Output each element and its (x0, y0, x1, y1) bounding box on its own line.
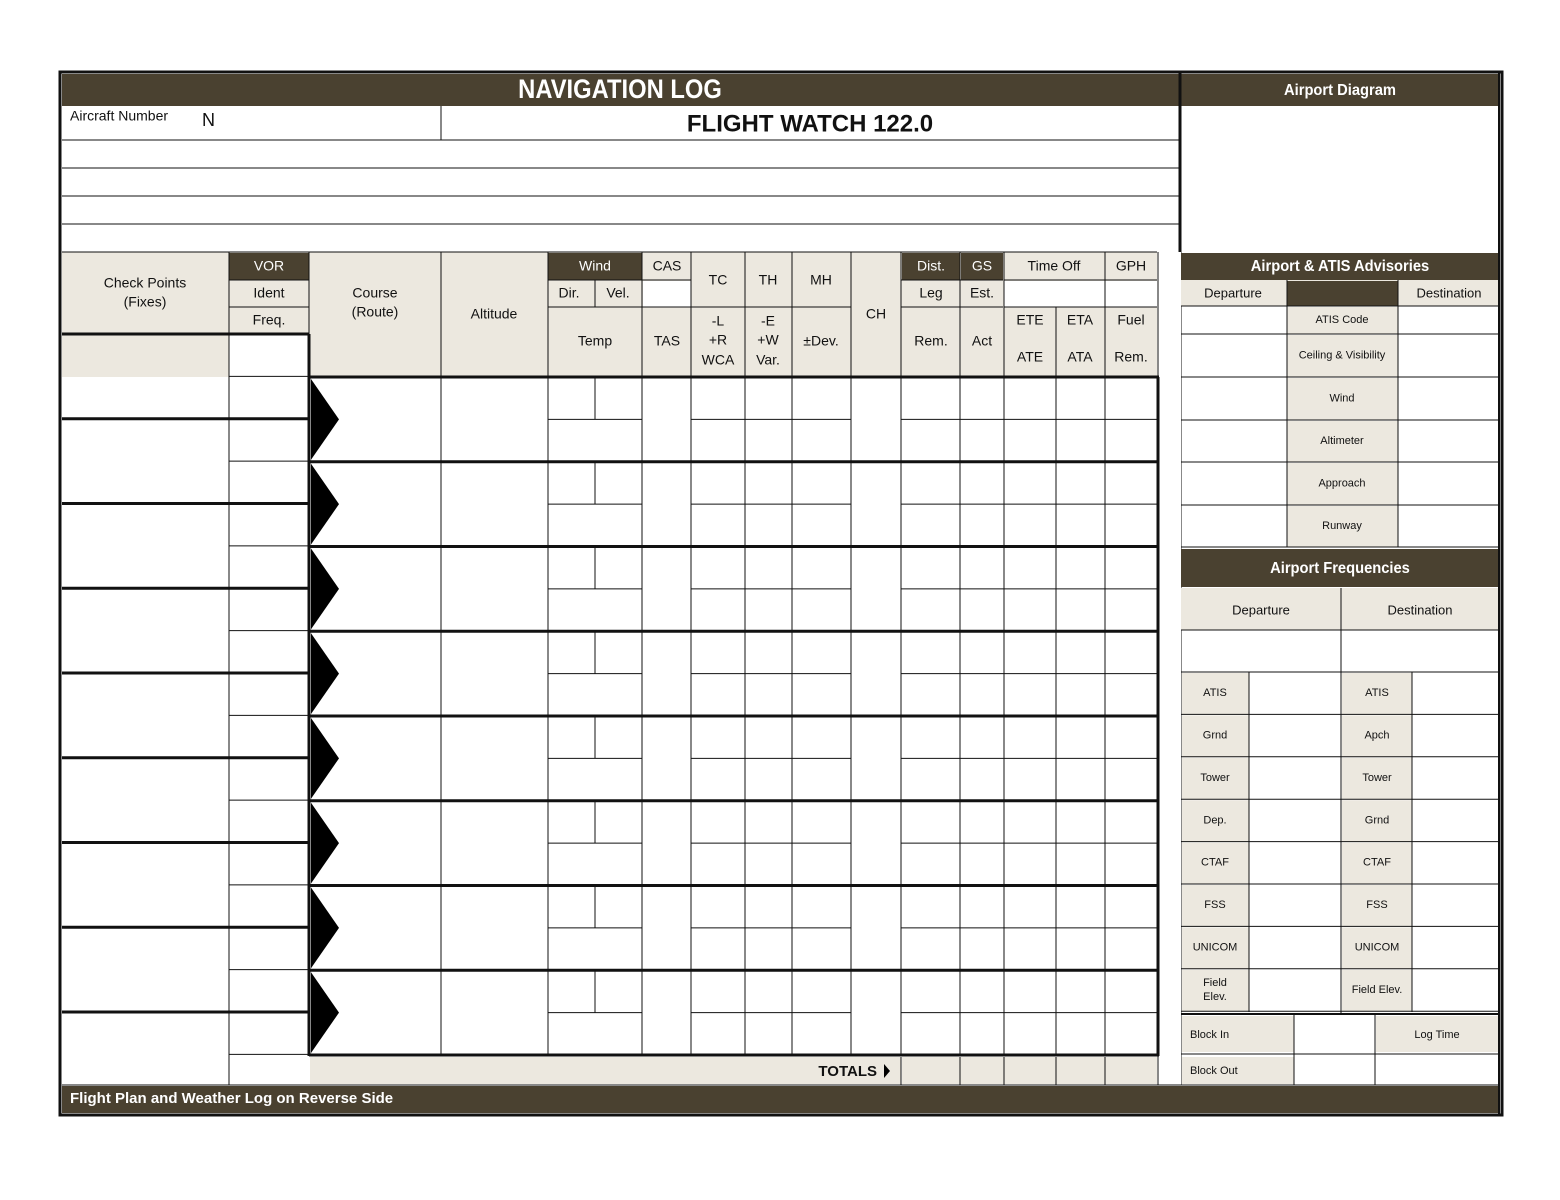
aircraft-number-input[interactable] (230, 108, 435, 138)
adv-destination-5[interactable] (1401, 507, 1497, 545)
freq-dep-value-0[interactable] (1251, 674, 1339, 712)
col-fuel-rem: Rem. (1114, 348, 1148, 365)
airport-diagram-title: Airport Diagram (1284, 81, 1396, 100)
adv-label-4: Approach (1318, 477, 1366, 490)
col-eta: ETA (1066, 311, 1094, 328)
adv-destination-3[interactable] (1401, 422, 1497, 460)
col-wca: WCA (701, 351, 735, 368)
adv-departure-5[interactable] (1183, 507, 1284, 545)
checkpoint-cell-6[interactable] (64, 846, 227, 925)
freq-dest-value-3[interactable] (1414, 801, 1497, 839)
col-dist-rem: Rem. (914, 332, 948, 349)
col-freq: Freq. (252, 311, 286, 328)
col-checkpoints: Check Points (103, 274, 187, 291)
col-course-sub: (Route) (351, 303, 399, 320)
altitude-cell-2[interactable] (444, 550, 545, 629)
adv-destination-0[interactable] (1401, 308, 1497, 332)
remarks-field-1[interactable] (64, 170, 1176, 194)
adv-label-2: Wind (1329, 392, 1355, 405)
adv-departure-2[interactable] (1183, 379, 1284, 418)
aircraft-number-value: N (202, 109, 215, 130)
col-dev: ±Dev. (803, 332, 839, 349)
adv-label-1: Ceiling & Visibility (1298, 349, 1386, 362)
freq-dest-value-1[interactable] (1414, 716, 1497, 754)
freq-dep-label-3: Dep. (1203, 814, 1227, 827)
freq-dep-label-6: UNICOM (1192, 941, 1238, 954)
log-time-input[interactable] (1377, 1057, 1498, 1083)
col-cas: CAS (652, 257, 682, 274)
adv-destination-2[interactable] (1401, 379, 1497, 418)
freq-dep-label-5: FSS (1204, 899, 1226, 912)
freq-dep-value-6[interactable] (1251, 928, 1339, 966)
freq-dest-label-4: CTAF (1363, 856, 1391, 869)
adv-departure-3[interactable] (1183, 422, 1284, 460)
freq-dep-value-7[interactable] (1251, 971, 1339, 1009)
col-ident: Ident (253, 284, 285, 301)
col-wind: Wind (579, 257, 611, 274)
col-fuel: Fuel (1117, 311, 1145, 328)
col-wca-r: +R (708, 331, 728, 348)
freq-dep-value-3[interactable] (1251, 801, 1339, 839)
col-temp: Temp (577, 332, 613, 349)
freq-dest-value-2[interactable] (1414, 759, 1497, 797)
freq-dest-value-7[interactable] (1414, 971, 1497, 1009)
checkpoint-cell-2[interactable] (64, 507, 227, 586)
freq-dest-value-0[interactable] (1414, 674, 1497, 712)
block-in-input[interactable] (1296, 1017, 1373, 1052)
freq-departure: Departure (1232, 602, 1290, 618)
flight-watch-frequency: FLIGHT WATCH 122.0 (686, 110, 934, 138)
col-wind-dir: Dir. (558, 284, 580, 301)
airport-diagram-area[interactable] (1182, 107, 1498, 251)
checkpoint-cell-8[interactable] (64, 1015, 227, 1094)
freq-dep-label-2: Tower (1200, 771, 1230, 784)
col-var-e: -E (761, 312, 775, 329)
time-blank-cell (1004, 281, 1157, 307)
col-gph: GPH (1115, 257, 1147, 274)
col-time-off: Time Off (1027, 257, 1081, 274)
cas-blank-cell (643, 281, 691, 307)
altitude-cell-7[interactable] (444, 973, 545, 1052)
col-tc: TC (708, 271, 728, 288)
col-dist: Dist. (917, 257, 945, 274)
col-mh: MH (810, 271, 832, 288)
freq-dest-label-7: Field Elev. (1351, 983, 1403, 996)
col-ete: ETE (1016, 311, 1044, 328)
freq-dest-label-3: Grnd (1364, 814, 1390, 827)
col-ata: ATA (1067, 348, 1093, 365)
adv-label-0: ATIS Code (1315, 313, 1369, 326)
freq-dep-value-2[interactable] (1251, 759, 1339, 797)
freq-dest-value-4[interactable] (1414, 844, 1497, 882)
col-tas: TAS (653, 332, 681, 349)
altitude-cell-3[interactable] (444, 634, 545, 713)
freq-destination: Destination (1387, 602, 1453, 618)
aircraft-number-label: Aircraft Number (70, 107, 169, 124)
freq-dest-value-5[interactable] (1414, 886, 1497, 924)
adv-departure-0[interactable] (1183, 308, 1284, 332)
freq-dep-value-5[interactable] (1251, 886, 1339, 924)
col-leg: Leg (919, 284, 943, 301)
col-altitude: Altitude (470, 305, 518, 322)
freq-dest-value-6[interactable] (1414, 928, 1497, 966)
totals-label: TOTALS (818, 1062, 877, 1080)
freq-dest-label-1: Apch (1364, 729, 1390, 742)
page-title: NAVIGATION LOG (518, 74, 722, 105)
col-var: Var. (756, 351, 780, 368)
advisories-destination: Destination (1416, 285, 1482, 301)
advisories-title: Airport & ATIS Advisories (1250, 257, 1430, 276)
remarks-field-0[interactable] (64, 142, 1176, 166)
footer-note: Flight Plan and Weather Log on Reverse Side (70, 1089, 394, 1107)
altitude-cell-4[interactable] (444, 719, 545, 798)
col-gs-est: Est. (969, 284, 995, 301)
adv-label-5: Runway (1322, 519, 1362, 532)
col-vor: VOR (253, 257, 285, 274)
altitude-cell-1[interactable] (444, 465, 545, 544)
checkpoint-cell-1[interactable] (64, 422, 227, 501)
freq-dep-label-7: Field (1203, 976, 1227, 989)
freq-dest-label-6: UNICOM (1354, 941, 1400, 954)
adv-destination-4[interactable] (1401, 464, 1497, 503)
freq-dep-label-4: CTAF (1201, 856, 1229, 869)
col-ch: CH (865, 305, 887, 322)
totals-band (310, 1057, 901, 1084)
frequencies-title: Airport Frequencies (1270, 559, 1410, 578)
adv-departure-4[interactable] (1183, 464, 1284, 503)
freq-dep-value-4[interactable] (1251, 844, 1339, 882)
col-gs-act: Act (971, 332, 993, 349)
block-out-input[interactable] (1296, 1057, 1373, 1083)
advisories-head-mid (1287, 281, 1398, 306)
col-var-w: +W (757, 331, 779, 348)
adv-label-3: Altimeter (1320, 434, 1364, 447)
freq-destination-name[interactable] (1343, 632, 1497, 672)
adv-destination-1[interactable] (1401, 336, 1497, 375)
log-time-label: Log Time (1414, 1028, 1460, 1041)
checkpoint-cell-0[interactable] (64, 337, 227, 416)
freq-dep-value-1[interactable] (1251, 716, 1339, 754)
checkpoint-cell-7[interactable] (64, 930, 227, 1009)
altitude-cell-6[interactable] (444, 889, 545, 968)
remarks-field-2[interactable] (64, 198, 1176, 222)
freq-dest-label-5: FSS (1366, 899, 1388, 912)
adv-departure-1[interactable] (1183, 336, 1284, 375)
table-gutter (1157, 252, 1181, 1086)
freq-dep-label-1: Grnd (1202, 729, 1228, 742)
checkpoint-cell-5[interactable] (64, 761, 227, 840)
col-th: TH (758, 271, 778, 288)
col-gs: GS (971, 257, 993, 274)
col-ate: ATE (1016, 348, 1044, 365)
altitude-cell-5[interactable] (444, 804, 545, 883)
remarks-field-3[interactable] (64, 226, 1176, 250)
freq-departure-name[interactable] (1183, 632, 1339, 672)
col-wca-l: -L (711, 312, 725, 329)
altitude-cell-0[interactable] (444, 380, 545, 459)
freq-dest-label-0: ATIS (1365, 687, 1389, 700)
freq-dep-label-0: ATIS (1203, 687, 1227, 700)
ident-blank-cell (229, 334, 309, 377)
block-out-label: Block Out (1190, 1064, 1238, 1077)
col-course: Course (352, 284, 398, 301)
freq-dest-label-2: Tower (1362, 771, 1392, 784)
checkpoint-cell-3[interactable] (64, 591, 227, 670)
advisories-departure: Departure (1204, 285, 1262, 301)
block-in-label: Block In (1190, 1028, 1230, 1041)
col-checkpoints-sub: (Fixes) (123, 293, 167, 310)
totals-cells (902, 1057, 1157, 1084)
freq-dep-label-7-b: Elev. (1203, 990, 1227, 1003)
checkpoint-cell-4[interactable] (64, 676, 227, 755)
col-wind-vel: Vel. (606, 284, 630, 301)
